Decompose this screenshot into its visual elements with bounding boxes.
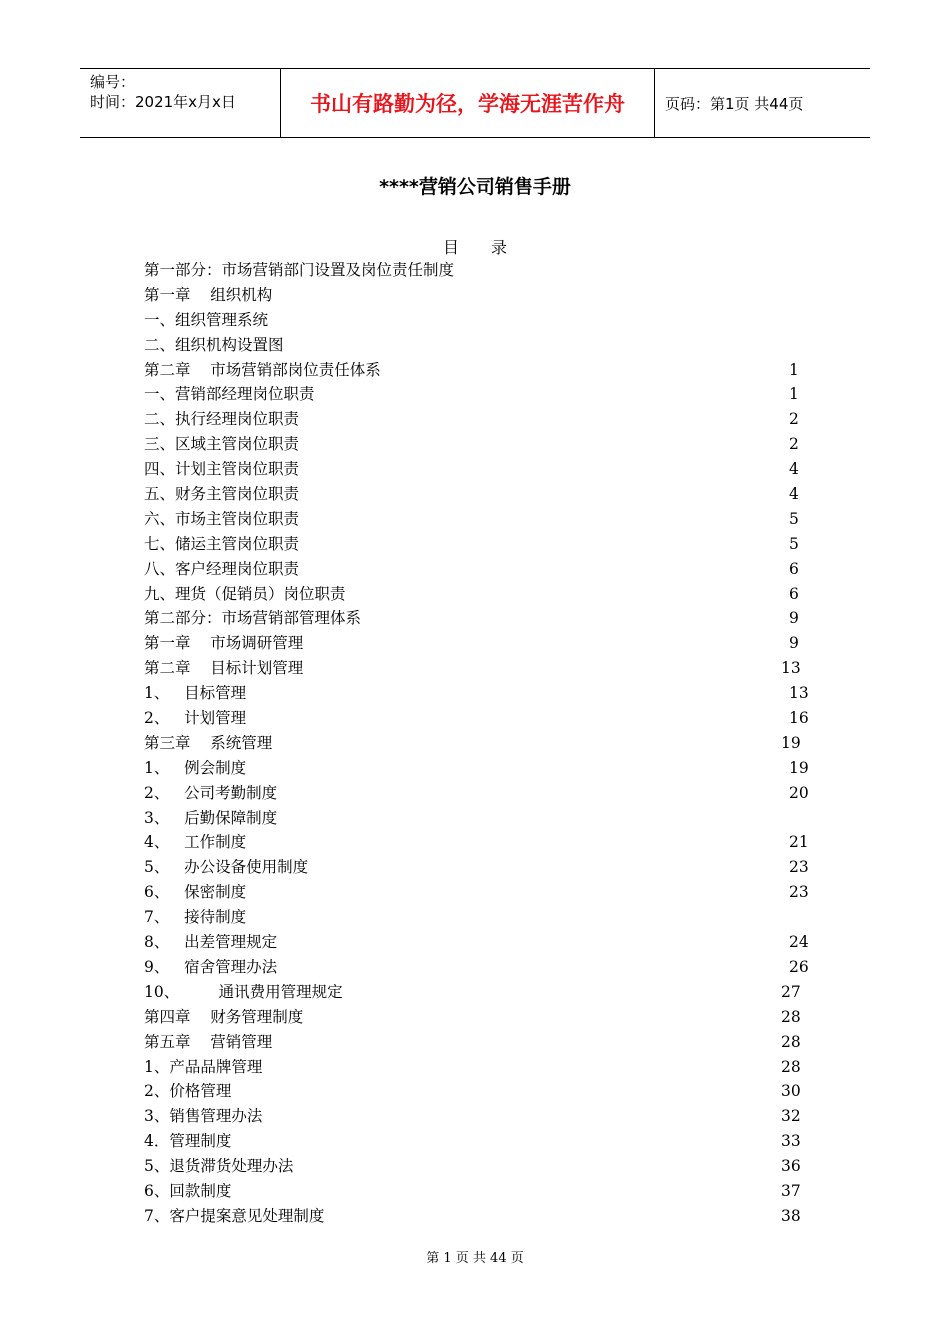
toc-entry-title: 7、客户提案意见处理制度 [144, 1206, 325, 1225]
toc-entry-title: 3、销售管理办法 [144, 1107, 263, 1126]
toc-entry-title: 第一章 组织机构 [144, 285, 273, 304]
toc-entry [144, 656, 824, 681]
toc-entry [144, 756, 824, 781]
toc-entry-page: 1 [789, 360, 799, 379]
toc-entry-title: 2、价格管理 [144, 1082, 232, 1101]
toc-entry-page: 6 [789, 559, 799, 578]
toc-entry [144, 407, 824, 432]
toc-entry-title: 第一章 市场调研管理 [144, 634, 304, 653]
toc-entry [144, 731, 824, 756]
toc-entry-title: 6、回款制度 [144, 1181, 232, 1200]
toc-entry [144, 1104, 824, 1129]
toc-entry-title: 五、财务主管岗位职责 [144, 485, 300, 504]
toc-entry-title: 第二章 市场营销部岗位责任体系 [144, 360, 381, 379]
header-motto: 书山有路勤为径，学海无涯苦作舟 [281, 69, 655, 137]
toc-entry-title: 七、储运主管岗位职责 [144, 534, 300, 553]
document-time-label: 时间：2021年x月x日 [90, 93, 236, 111]
toc-entry [144, 681, 824, 706]
toc-entry [144, 1055, 824, 1080]
toc-entry-page: 9 [789, 634, 799, 653]
table-of-contents [144, 258, 824, 1229]
toc-entry-page: 33 [781, 1132, 801, 1151]
toc-entry [144, 382, 824, 407]
toc-entry-title: 2、 公司考勤制度 [144, 783, 278, 802]
toc-entry [144, 930, 824, 955]
toc-entry-title: 1、 例会制度 [144, 758, 247, 777]
toc-entry [144, 432, 824, 457]
toc-entry-page: 19 [781, 733, 801, 752]
toc-entry-title: 九、理货（促销员）岗位职责 [144, 584, 346, 603]
toc-entry [144, 830, 824, 855]
toc-entry-page: 4 [789, 460, 799, 479]
document-number-label: 编号： [90, 73, 136, 91]
toc-entry [144, 507, 824, 532]
toc-entry [144, 806, 824, 831]
toc-entry-title: 7、 接待制度 [144, 908, 247, 927]
toc-entry [144, 855, 824, 880]
toc-entry-page: 16 [789, 709, 809, 728]
toc-entry-title: 一、组织管理系统 [144, 310, 269, 329]
toc-entry-page: 4 [789, 485, 799, 504]
toc-entry-page: 5 [789, 534, 799, 553]
toc-entry-title: 4、 工作制度 [144, 833, 247, 852]
toc-entry-page: 2 [789, 410, 799, 429]
toc-entry-page: 23 [789, 883, 809, 902]
toc-entry-title: 第四章 财务管理制度 [144, 1007, 304, 1026]
toc-entry-title: 第一部分：市场营销部门设置及岗位责任制度 [144, 261, 455, 279]
toc-entry-page: 26 [789, 957, 809, 976]
toc-entry-title: 8、 出差管理规定 [144, 933, 278, 952]
toc-entry-page: 19 [789, 758, 809, 777]
toc-entry-page: 28 [781, 1032, 801, 1051]
toc-entry [144, 258, 824, 283]
toc-entry [144, 532, 824, 557]
toc-entry [144, 1005, 824, 1030]
toc-entry-page: 2 [789, 435, 799, 454]
toc-entry [144, 606, 824, 631]
toc-entry [144, 1030, 824, 1055]
toc-entry [144, 482, 824, 507]
toc-entry-title: 5、 办公设备使用制度 [144, 858, 309, 877]
toc-entry-title: 6、 保密制度 [144, 883, 247, 902]
toc-entry-title: 9、 宿舍管理办法 [144, 957, 278, 976]
toc-entry [144, 1204, 824, 1229]
toc-entry-page: 5 [789, 509, 799, 528]
toc-entry-page: 24 [789, 933, 809, 952]
page-footer: 第 1 页 共 44 页 [426, 1251, 524, 1266]
toc-entry-title: 2、 计划管理 [144, 709, 247, 728]
toc-entry [144, 283, 824, 308]
toc-entry-page: 13 [781, 659, 801, 678]
toc-entry-title: 二、执行经理岗位职责 [144, 410, 300, 429]
toc-entry-page: 28 [781, 1057, 801, 1076]
toc-entry [144, 557, 824, 582]
toc-entry-page: 13 [789, 684, 809, 703]
toc-entry [144, 706, 824, 731]
toc-entry-page: 32 [781, 1107, 801, 1126]
toc-entry-title: 第三章 系统管理 [144, 733, 273, 752]
toc-entry-title: 10、 通讯费用管理规定 [144, 982, 343, 1001]
toc-entry-page: 6 [789, 584, 799, 603]
toc-entry-title: 1、产品品牌管理 [144, 1057, 263, 1076]
toc-entry [144, 955, 824, 980]
toc-entry-title: 第二章 目标计划管理 [144, 659, 304, 678]
toc-entry-title: 二、组织机构设置图 [144, 335, 284, 354]
toc-entry-title: 六、市场主管岗位职责 [144, 509, 300, 528]
toc-entry-title: 5、退货滞货处理办法 [144, 1157, 294, 1176]
toc-entry-page: 1 [789, 385, 799, 404]
header-page-info: 页码：第1页 共44页 [665, 94, 804, 113]
toc-heading: 目 录 [443, 238, 508, 257]
page-header [80, 68, 870, 138]
toc-entry [144, 308, 824, 333]
toc-entry-page: 37 [781, 1181, 801, 1200]
toc-entry [144, 631, 824, 656]
toc-entry [144, 1154, 824, 1179]
document-title: ****营销公司销售手册 [379, 176, 571, 198]
toc-entry [144, 333, 824, 358]
toc-entry-title: 3、 后勤保障制度 [144, 808, 278, 827]
toc-entry [144, 457, 824, 482]
toc-entry-title: 四、计划主管岗位职责 [144, 460, 300, 479]
toc-entry-title: 三、区域主管岗位职责 [144, 435, 300, 454]
toc-entry-page: 30 [781, 1082, 801, 1101]
toc-entry-page: 9 [789, 609, 799, 628]
toc-entry-title: 第五章 营销管理 [144, 1032, 273, 1051]
toc-entry [144, 1179, 824, 1204]
toc-entry [144, 1129, 824, 1154]
toc-entry-page: 38 [781, 1206, 801, 1225]
toc-entry-page: 28 [781, 1007, 801, 1026]
toc-entry-page: 27 [781, 982, 801, 1001]
toc-entry-page: 21 [789, 833, 809, 852]
header-meta-cell [80, 69, 281, 137]
toc-entry-title: 1、 目标管理 [144, 684, 247, 703]
toc-entry [144, 905, 824, 930]
toc-entry-page: 36 [781, 1157, 801, 1176]
toc-entry [144, 781, 824, 806]
toc-entry-page: 20 [789, 783, 809, 802]
toc-entry [144, 1079, 824, 1104]
toc-entry [144, 358, 824, 383]
toc-entry-title: 4．管理制度 [144, 1132, 232, 1151]
toc-entry-title: 第二部分：市场营销部管理体系 [144, 609, 362, 628]
toc-entry [144, 980, 824, 1005]
toc-entry-page: 23 [789, 858, 809, 877]
toc-entry-title: 一、营销部经理岗位职责 [144, 385, 315, 404]
toc-entry [144, 582, 824, 607]
toc-entry [144, 880, 824, 905]
toc-entry-title: 八、客户经理岗位职责 [144, 559, 300, 578]
